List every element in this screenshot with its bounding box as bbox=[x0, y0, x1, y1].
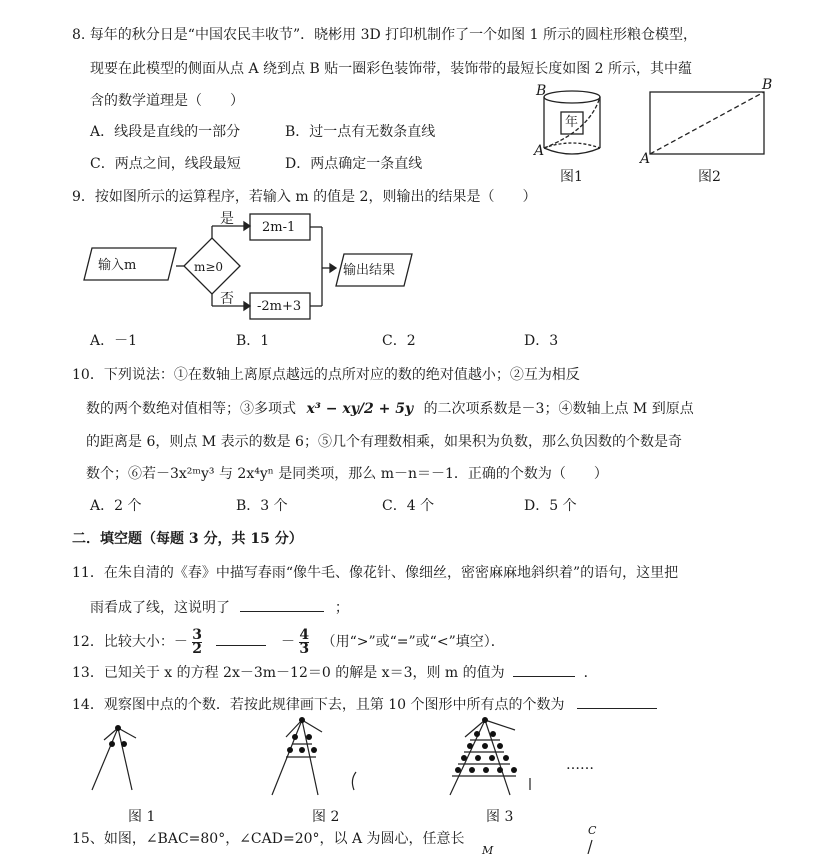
q12-fraction-1-den: 2 bbox=[192, 640, 203, 657]
q14-fig1-caption: 图 1 bbox=[128, 809, 156, 825]
q9-option-c: C．2 bbox=[382, 333, 416, 349]
q12-mid: － bbox=[280, 634, 295, 650]
q13-text: 13．已知关于 x 的方程 2x－3m－12＝0 的解是 x＝3，则 m 的值为 bbox=[72, 665, 505, 681]
fig2-label-a: A bbox=[640, 151, 651, 167]
q13-line bbox=[72, 662, 598, 682]
q14-line bbox=[72, 694, 657, 714]
q12-fraction-1-num: 3 bbox=[192, 626, 203, 643]
q11-line2-text: 雨看成了线，这说明了 bbox=[90, 600, 230, 616]
q12-prefix: 12．比较大小：－ bbox=[72, 634, 188, 650]
q10-line2-end: 的二次项系数是－3；④数轴上点 M 到原点 bbox=[423, 401, 694, 417]
q8-option-a: A．线段是直线的一部分 bbox=[90, 124, 241, 140]
q11-answer-blank[interactable] bbox=[240, 597, 324, 612]
flow-yes-label: 是 bbox=[220, 211, 234, 227]
fig2-label-b: B bbox=[762, 77, 773, 93]
flow-no-box: -2m+3 bbox=[257, 299, 302, 314]
q8-option-d: D．两点确定一条直线 bbox=[285, 156, 423, 172]
q10-line2-start: 数的两个数绝对值相等；③多项式 bbox=[86, 401, 296, 417]
q8-line1: 8. 每年的秋分日是“中国农民丰收节”．晓彬用 3D 打印机制作了一个如图 1 所示的圆柱形粮仓模型， bbox=[72, 27, 697, 43]
figure-2-rectangle bbox=[650, 92, 764, 154]
q14-answer-blank[interactable] bbox=[577, 694, 657, 709]
q9-option-d: D．3 bbox=[524, 333, 559, 349]
q10-line1: 10．下列说法：①在数轴上离原点越远的点所对应的数的绝对值越小；②互为相反 bbox=[72, 367, 580, 383]
q11-line1: 11．在朱自清的《春》中描写春雨“像牛毛、像花针、像细丝，密密麻麻地斜织着”的语句，这里把 bbox=[72, 565, 679, 581]
q12-fraction-2-num: 4 bbox=[299, 626, 310, 643]
q10-option-a: A．2 个 bbox=[90, 498, 142, 514]
q9-option-a: A．－1 bbox=[90, 333, 138, 349]
q14-figure-2-dots bbox=[287, 717, 317, 753]
q8-option-c: C．两点之间，线段最短 bbox=[90, 156, 241, 172]
flow-yes-box: 2m-1 bbox=[262, 220, 296, 235]
q14-fig3-caption: 图 3 bbox=[486, 809, 514, 825]
q14-text: 14．观察图中点的个数．若按此规律画下去，且第 10 个图形中所有点的个数为 bbox=[72, 697, 565, 713]
q14-figure-2 bbox=[272, 720, 356, 795]
fig1-label-b: B bbox=[536, 83, 547, 99]
flow-input: 输入m bbox=[98, 258, 137, 273]
q14-ellipsis: …… bbox=[566, 757, 594, 773]
flow-no-label: 否 bbox=[220, 291, 234, 307]
q10-line2 bbox=[86, 400, 694, 418]
q14-figure-1 bbox=[92, 728, 136, 790]
q12-fraction-2-den: 3 bbox=[299, 640, 310, 657]
q15-figure bbox=[588, 840, 592, 854]
fig1-label-a: A bbox=[534, 143, 545, 159]
q12-line bbox=[72, 628, 505, 656]
q8-option-b: B．过一点有无数条直线 bbox=[285, 124, 436, 140]
q15-line1: 15、如图，∠BAC=80°，∠CAD=20°，以 A 为圆心，任意长 bbox=[72, 831, 465, 847]
q10-option-d: D．5 个 bbox=[524, 498, 577, 514]
q9-line1: 9．按如图所示的运算程序，若输入 m 的值是 2，则输出的结果是（ ） bbox=[72, 189, 537, 205]
q11-line2-end: ； bbox=[334, 600, 349, 616]
q12-suffix: （用“>”或“=”或“<”填空）． bbox=[321, 634, 505, 650]
q9-option-b: B．1 bbox=[236, 333, 270, 349]
fig1-center-char: 年 bbox=[565, 115, 579, 130]
q13-answer-blank[interactable] bbox=[513, 662, 575, 677]
q8-line2: 现要在此模型的侧面从点 A 绕到点 B 贴一圈彩色装饰带，装饰带的最短长度如图 2 所示，其中蕴 bbox=[90, 61, 693, 77]
q10-option-c: C．4 个 bbox=[382, 498, 435, 514]
flow-condition: m≥0 bbox=[194, 260, 224, 274]
q12-answer-blank[interactable] bbox=[216, 631, 266, 646]
q10-polynomial: x³ − xy/2 + 5y bbox=[306, 401, 414, 417]
q15-label-c: C bbox=[588, 824, 597, 837]
q14-fig2-caption: 图 2 bbox=[312, 809, 340, 825]
q12-fraction-2 bbox=[299, 626, 310, 657]
q13-end: ． bbox=[583, 665, 598, 681]
q11-line2 bbox=[90, 597, 349, 617]
q10-option-b: B．3 个 bbox=[236, 498, 288, 514]
q15-label-m: M bbox=[482, 844, 494, 857]
section-title: 二．填空题（每题 3 分，共 15 分） bbox=[72, 531, 303, 547]
flow-output: 输出结果 bbox=[343, 263, 396, 278]
q10-line3: 的距离是 6，则点 M 表示的数是 6；⑤几个有理数相乘，如果积为负数，那么负因数的个数是奇 bbox=[86, 434, 682, 450]
fig2-caption: 图2 bbox=[698, 169, 721, 185]
q10-line4: 数个；⑥若－3x²ᵐy³ 与 2x⁴yⁿ 是同类项，那么 m－n＝－1．正确的个数为（ ） bbox=[86, 466, 608, 482]
fig1-caption: 图1 bbox=[560, 169, 583, 185]
q14-figure-1-dots bbox=[109, 725, 127, 747]
q12-fraction-1 bbox=[192, 626, 203, 657]
q8-line3: 含的数学道理是（ ） bbox=[90, 93, 244, 109]
